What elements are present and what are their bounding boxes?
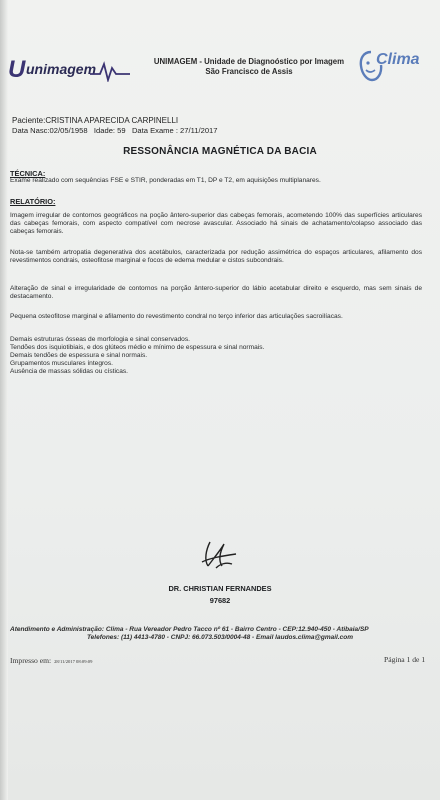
printed-label: Impresso em: [10,656,52,665]
findings-list-item: Demais tendões de espessura e sinal normais. [10,352,148,359]
finding-paragraph: Imagem irregular de contornos geográficos na poção ântero-superior das cabeças femorais, acometendo 100% das superfícies articulares das cabeças femorais, com aspecto compatível com necrose avascular. Associado há sinais de achatamento/colapso associado das cabeças femorais. [10,212,422,236]
relatorio-heading: RELATÓRIO: [10,197,56,206]
unimagem-u-mark: U [8,56,26,83]
patient-age: Idade: 59 [93,126,126,135]
exam-date: Data Exame : 27/11/2017 [131,126,218,135]
page-edge-shadow [0,0,8,800]
doctor-crm: 97682 [209,596,231,605]
finding-paragraph: Alteração de sinal e irregularidade de contornos na porção ântero-superior do lábio acetabular direito e esquerdo, mas sem sinais de destacamento. [10,285,422,301]
finding-paragraph: Nota-se também artropatia degenerativa dos acetábulos, caracterizada por redução assimétrica do espaços articulares, afilamento dos revestimentos condrais, osteofitose marginal e focos de edema medular e cistos subcondrais. [10,249,422,265]
clima-logo [352,46,436,86]
page-number: Página 1 de 1 [384,655,426,664]
tecnica-heading: TÉCNICA: [10,169,46,178]
unimagem-logo [8,58,134,84]
findings-list [10,336,264,376]
lab-name-line2: São Francisco de Assis [205,67,293,76]
lab-name-line1: UNIMAGEM - Unidade de Diagnoóstico por Imagem [153,57,345,66]
findings-list-item: Ausência de massas sólidas ou císticas. [10,368,129,375]
tecnica-text: Exame realizado com sequências FSE e STIR, ponderadas em T1, DP e T2, em aquisições multiplanares. [10,177,321,184]
footer-contact: Telefones: (11) 4413-4780 - CNPJ: 66.073.503/0004-48 - Email laudos.clima@gmail.com [86,634,354,641]
findings-list-item: Tendões dos isquiotibiais, e dos glúteos médio e mínimo de espessura e sinal normais. [10,344,265,351]
printed-stamp [10,656,92,665]
pulse-wave-icon [90,58,134,82]
report-title: RESSONÂNCIA MAGNÉTICA DA BACIA [123,146,317,157]
finding-paragraph: Pequena osteofitose marginal e afilamento do revestimento condral no terço inferior das articulações sacroilíacas. [10,313,343,320]
patient-name: Paciente:CRISTINA APARECIDA CARPINELLI [12,116,179,125]
findings-list-item: Demais estruturas ósseas de morfologia e sinal conservados. [10,336,190,343]
doctor-signature [196,538,244,572]
printed-timestamp: 28/11/2017 08:09:09 [54,659,93,664]
unimagem-logo-text: unimagem [26,61,97,77]
doctor-name: DR. CHRISTIAN FERNANDES [168,584,272,593]
footer-address: Atendimento e Administração: Clima - Rua Vereador Pedro Tacco nº 61 - Bairro Centro - CEP:12.940-450 - Atibaia/SP [10,626,369,633]
clima-logo-text: Clima [376,51,420,68]
findings-list-item: Grupamentos musculares íntegros. [10,360,113,367]
patient-details [12,126,218,135]
birth-date: Data Nasc:02/05/1958 [12,126,88,135]
lab-name [138,57,360,77]
